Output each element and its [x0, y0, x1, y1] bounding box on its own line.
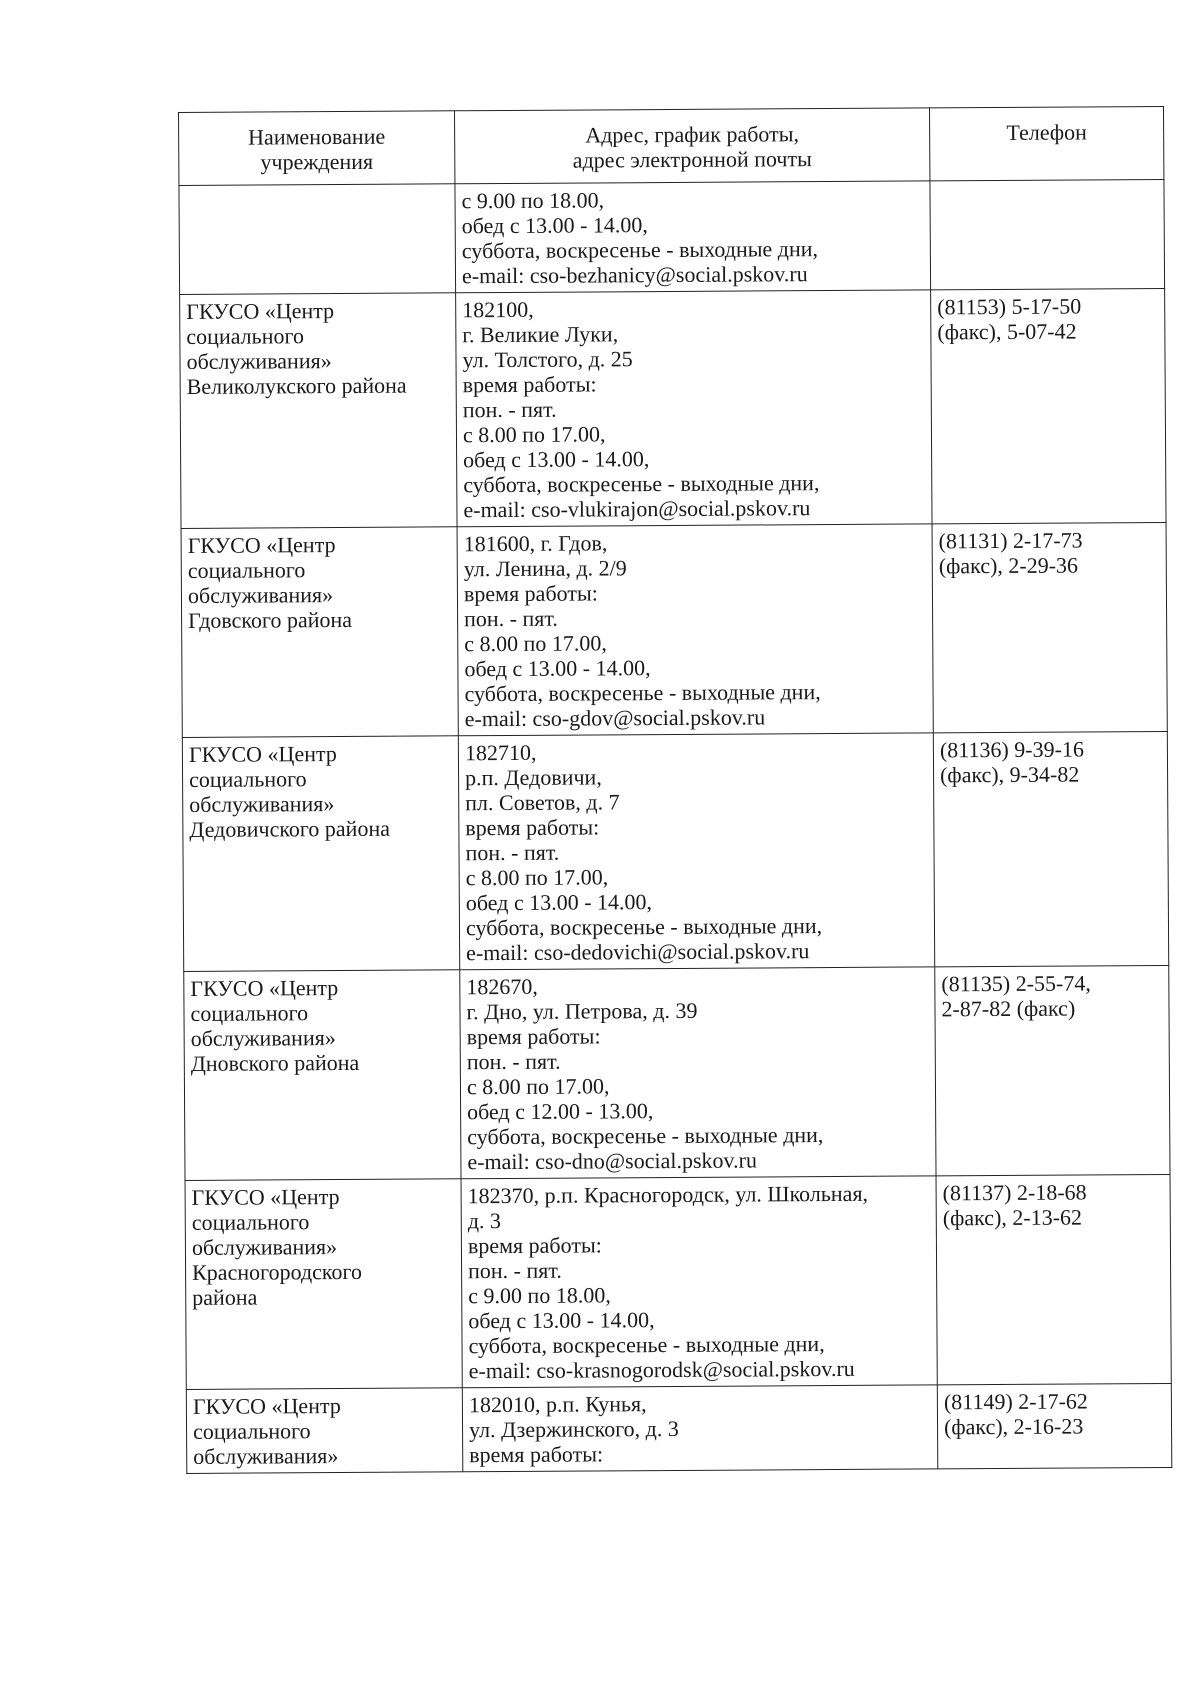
address-line: с 9.00 по 18.00,: [461, 187, 605, 214]
institution-name-line: Дедовичского района: [189, 815, 391, 842]
address-line: пон. - пят.: [466, 1048, 561, 1075]
address-line: ул. Ленина, д. 2/9: [463, 555, 627, 582]
address-line: пл. Советов, д. 7: [465, 789, 620, 816]
institution-name-line: обслуживания»: [186, 348, 332, 374]
address-line: e-mail: cso-krasnogorodsk@social.pskov.ru: [468, 1355, 855, 1384]
phone-line: (81135) 2-55-74,: [941, 970, 1091, 997]
institution-name-line: социального: [192, 1418, 311, 1444]
header-name: [179, 111, 455, 186]
header-text: Наименование: [248, 123, 386, 150]
address-line: время работы:: [463, 580, 598, 607]
table-row: [180, 288, 1166, 528]
institution-name-line: ГКУСО «Центр: [188, 741, 337, 767]
address-line: e-mail: cso-gdov@social.pskov.ru: [464, 704, 766, 732]
address-line: обед с 13.00 - 14.00,: [463, 446, 650, 473]
institution-name-line: социального: [189, 766, 307, 792]
table-header-row: [179, 106, 1164, 185]
institution-name-cell: [184, 970, 461, 1181]
address-line: 182670,: [466, 973, 538, 1000]
institution-name-line: социального: [187, 557, 306, 583]
phone-cell: [937, 1383, 1172, 1468]
phone-line: (81137) 2-18-68: [942, 1179, 1087, 1206]
institution-name-line: обслуживания»: [191, 1234, 338, 1260]
header-phone: [929, 106, 1163, 180]
header-text: Телефон: [1006, 119, 1087, 145]
address-cell: [462, 1385, 938, 1472]
address-line: с 8.00 по 17.00,: [466, 1073, 610, 1100]
address-line: пон. - пят.: [464, 605, 558, 632]
address-line: время работы:: [467, 1232, 602, 1259]
institution-name-line: социального: [190, 1000, 309, 1026]
address-line: с 8.00 по 17.00,: [465, 864, 609, 891]
table-row: [181, 522, 1167, 737]
address-line: время работы:: [466, 1023, 601, 1050]
header-text: учреждения: [260, 148, 374, 175]
institution-name-cell: [179, 184, 456, 295]
address-line: 181600, г. Гдов,: [463, 530, 608, 557]
phone-line: (факс), 2-16-23: [943, 1413, 1084, 1440]
address-line: время работы:: [469, 1441, 604, 1468]
address-line: суббота, воскресенье - выходные дни,: [465, 913, 823, 941]
address-line: время работы:: [462, 371, 597, 398]
institution-name-line: ГКУСО «Центр: [192, 1393, 341, 1419]
phone-line: (81131) 2-17-73: [938, 527, 1083, 554]
address-cell: [457, 524, 933, 736]
header-text: адрес электронной почты: [572, 146, 812, 173]
address-line: e-mail: cso-dedovichi@social.pskov.ru: [466, 938, 810, 966]
institution-name-line: ГКУСО «Центр: [186, 298, 335, 324]
institution-name-line: Дновского района: [190, 1049, 360, 1076]
address-line: суббота, воскресенье - выходные дни,: [464, 679, 821, 707]
address-line: обед с 13.00 - 14.00,: [464, 655, 651, 682]
institution-name-line: обслуживания»: [193, 1443, 339, 1469]
institution-name-line: обслуживания»: [189, 791, 335, 817]
address-line: e-mail: cso-bezhanicy@social.pskov.ru: [461, 261, 808, 289]
address-line: обед с 13.00 - 14.00,: [461, 212, 648, 239]
institution-name-line: района: [192, 1284, 258, 1310]
phone-line: (факс), 2-13-62: [942, 1204, 1083, 1231]
phone-cell: [936, 1174, 1171, 1384]
address-line: обед с 13.00 - 14.00,: [468, 1307, 655, 1334]
institution-name-line: Красногородского: [192, 1258, 362, 1285]
address-line: e-mail: cso-dno@social.pskov.ru: [467, 1147, 757, 1175]
address-line: 182100,: [462, 296, 534, 323]
address-line: e-mail: cso-vlukirajon@social.pskov.ru: [463, 495, 811, 523]
institution-name-line: социального: [191, 1209, 310, 1235]
phone-line: (факс), 9-34-82: [939, 761, 1080, 788]
phone-line: (81136) 9-39-16: [939, 736, 1084, 763]
institution-name-line: ГКУСО «Центр: [187, 532, 336, 558]
address-line: обед с 13.00 - 14.00,: [465, 889, 653, 916]
institution-name-line: Гдовского района: [188, 606, 353, 633]
institution-name-line: Великолукского района: [186, 372, 407, 399]
institution-name-cell: [180, 293, 457, 529]
address-line: р.п. Дедовичи,: [464, 764, 602, 791]
institution-name-cell: [181, 527, 458, 738]
header-text: Адрес, график работы,: [585, 121, 800, 148]
address-line: пон. - пят.: [468, 1257, 562, 1284]
address-line: 182370, р.п. Красногородск, ул. Школьная,: [467, 1180, 869, 1209]
address-line: суббота, воскресенье - выходные дни,: [463, 470, 820, 498]
phone-line: (факс), 2-29-36: [938, 552, 1079, 579]
table-row: [186, 1383, 1171, 1473]
phone-cell: [930, 179, 1165, 289]
address-line: с 8.00 по 17.00,: [464, 630, 607, 657]
phone-cell: [931, 288, 1166, 523]
phone-line: (81149) 2-17-62: [943, 1388, 1088, 1415]
table-row: [185, 1174, 1171, 1389]
table-row: [184, 965, 1170, 1180]
phone-cell: [932, 522, 1167, 732]
phone-line: (81153) 5-17-50: [937, 293, 1082, 320]
table-row: [179, 179, 1165, 294]
institution-name-line: ГКУСО «Центр: [191, 1184, 340, 1210]
address-line: обед с 12.00 - 13.00,: [467, 1098, 654, 1125]
address-line: время работы:: [465, 814, 600, 841]
institution-name-cell: [182, 736, 459, 972]
address-cell: [460, 967, 936, 1179]
address-cell: [455, 181, 931, 293]
address-line: с 8.00 по 17.00,: [462, 421, 606, 448]
address-line: ул. Дзержинского, д. 3: [468, 1415, 679, 1443]
phone-line: 2-87-82 (факс): [941, 995, 1076, 1022]
institutions-table: [178, 106, 1172, 1474]
address-line: суббота, воскресенье - выходные дни,: [468, 1331, 825, 1359]
address-line: пон. - пят.: [465, 839, 560, 866]
institution-name-line: обслуживания»: [187, 582, 334, 608]
address-line: суббота, воскресенье - выходные дни,: [467, 1122, 824, 1150]
address-line: пон. - пят.: [462, 396, 557, 423]
address-line: д. 3: [467, 1208, 502, 1234]
institution-name-cell: [185, 1179, 462, 1390]
header-address: [454, 108, 929, 184]
address-line: 182710,: [464, 739, 537, 766]
address-line: 182010, р.п. Кунья,: [468, 1391, 647, 1418]
institution-name-cell: [186, 1388, 463, 1474]
institution-name-line: социального: [186, 323, 304, 349]
institution-name-line: ГКУСО «Центр: [190, 975, 339, 1001]
table-row: [182, 731, 1168, 971]
phone-cell: [933, 731, 1168, 966]
address-line: г. Дно, ул. Петрова, д. 39: [466, 997, 698, 1025]
institution-name-line: обслуживания»: [190, 1025, 336, 1051]
address-cell: [456, 290, 932, 527]
address-cell: [458, 733, 934, 970]
phone-line: (факс), 5-07-42: [937, 318, 1077, 345]
address-line: суббота, воскресенье - выходные дни,: [461, 236, 819, 264]
address-cell: [461, 1176, 937, 1388]
address-line: ул. Толстого, д. 25: [462, 346, 633, 373]
address-line: г. Великие Луки,: [462, 321, 619, 348]
address-line: с 9.00 по 18.00,: [468, 1282, 611, 1309]
phone-cell: [935, 965, 1170, 1175]
